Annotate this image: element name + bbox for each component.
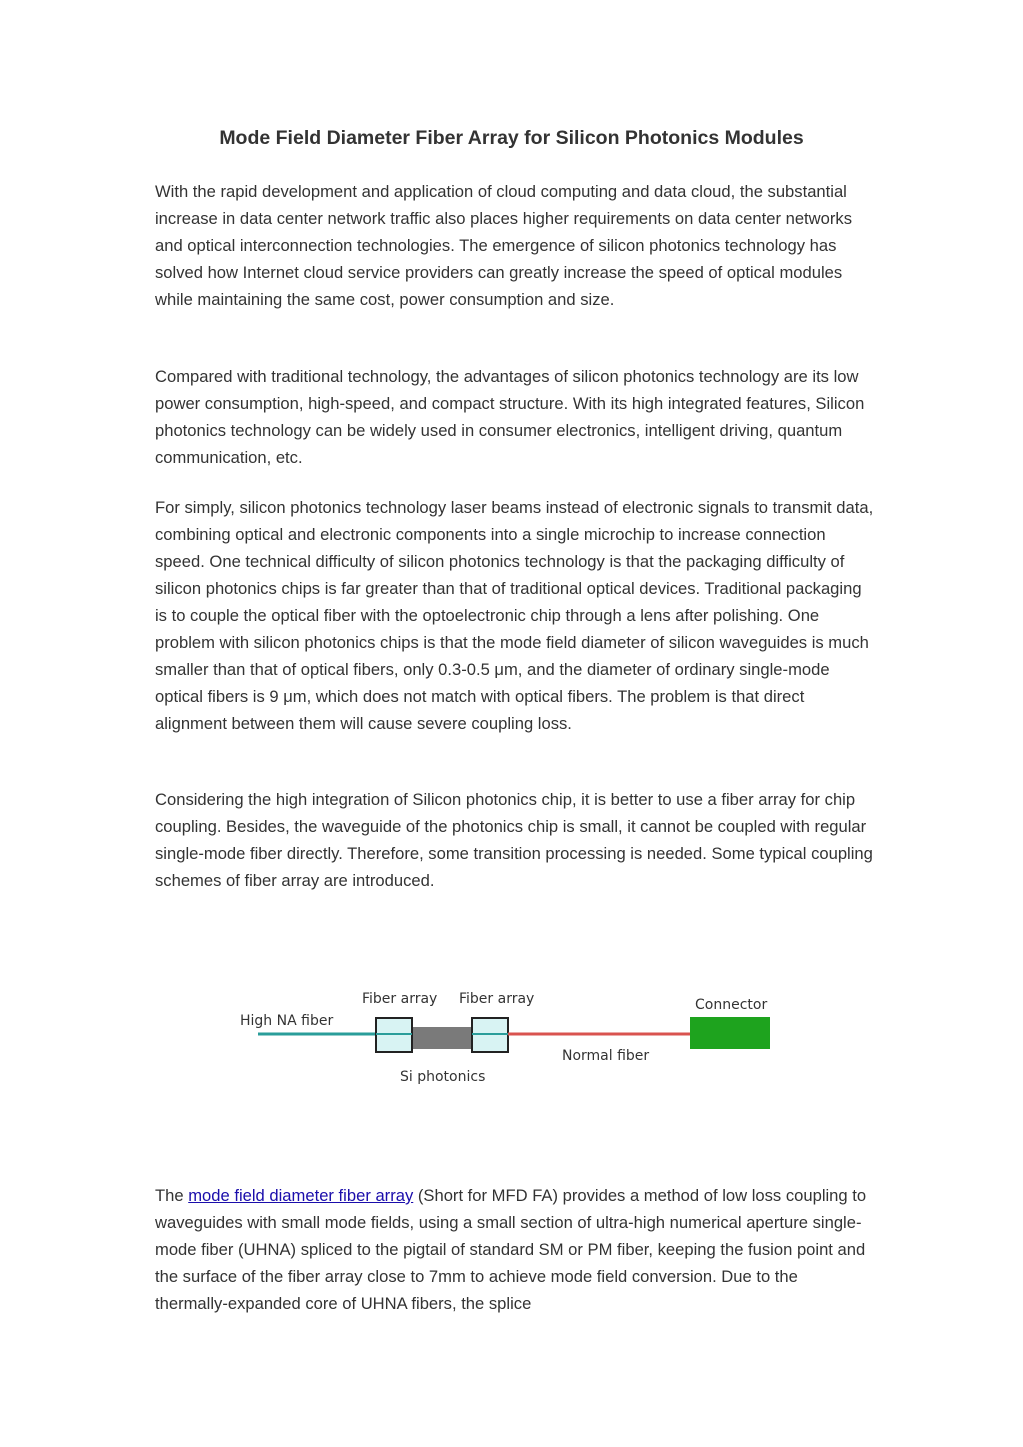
coupling-diagram — [230, 980, 790, 1090]
paragraph-packaging: For simply, silicon photonics technology laser beams instead of electronic signals to transmit data, combining optical and electronic components into a single microchip to increase connection speed. One technical difficulty of silicon photonics technology is that the packaging difficulty of silicon photonics chips is far greater than that of traditional optical devices. Traditional packaging is to couple the optical fiber with the optoelectronic chip through a lens after polishing. One problem with silicon photonics chips is that the mode field diameter of silicon waveguides is much smaller than that of optical fibers, only 0.3-0.5 μm, and the diameter of ordinary single-mode optical fibers is 9 μm, which does not match with optical fibers. The problem is that direct alignment between them will cause severe coupling loss. — [155, 498, 874, 733]
paragraph-coupling: Considering the high integration of Silicon photonics chip, it is better to use a fiber array for chip coupling. Besides, the waveguide of the photonics chip is small, it cannot be coupled with regular single-mode fiber directly. Therefore, some transition processing is needed. Some typical coupling schemes of fiber array are introduced. — [155, 790, 873, 890]
paragraph-intro: With the rapid development and application of cloud computing and data cloud, the substantial increase in data center network traffic also places higher requirements on data center networks and optical interconnection technologies. The emergence of silicon photonics technology has solved how Internet cloud service providers can greatly increase the speed of optical modules while maintaining the same cost, power consumption and size. — [155, 182, 853, 309]
mfd-fiber-array-link[interactable]: mode field diameter fiber array — [188, 1186, 414, 1205]
connector-block — [690, 1017, 770, 1049]
label-connector: Connector — [695, 997, 768, 1013]
label-si-photonics: Si photonics — [400, 1069, 486, 1085]
si-photonics-chip — [412, 1027, 472, 1049]
paragraph-advantages: Compared with traditional technology, the advantages of silicon photonics technology are its low power consumption, high-speed, and compact structure. With its high integrated features, Silicon photonics technology can be widely used in consumer electronics, intelligent driving, quantum communication, etc. — [155, 367, 865, 467]
page-title: Mode Field Diameter Fiber Array for Silicon Photonics Modules — [219, 127, 804, 149]
label-normal-fiber: Normal fiber — [562, 1048, 650, 1064]
label-fiber-array-left: Fiber array — [362, 991, 438, 1007]
paragraph-mfd-fa-body: (Short for MFD FA) provides a method of low loss coupling to waveguides with small mode fields, using a small section of ultra-high numerical aperture single-mode fiber (UHNA) spliced to the pigtail of standard SM or PM fiber, keeping the fusion point and the surface of the fiber array close to 7mm to achieve mode field conversion. Due to the thermally-expanded core of UHNA fibers, the splice — [155, 1186, 867, 1313]
label-fiber-array-right: Fiber array — [459, 991, 535, 1007]
label-high-na-fiber: High NA fiber — [240, 1013, 334, 1029]
paragraph-mfd-fa — [155, 1182, 875, 1317]
paragraph-mfd-fa-lead: The — [155, 1186, 189, 1205]
